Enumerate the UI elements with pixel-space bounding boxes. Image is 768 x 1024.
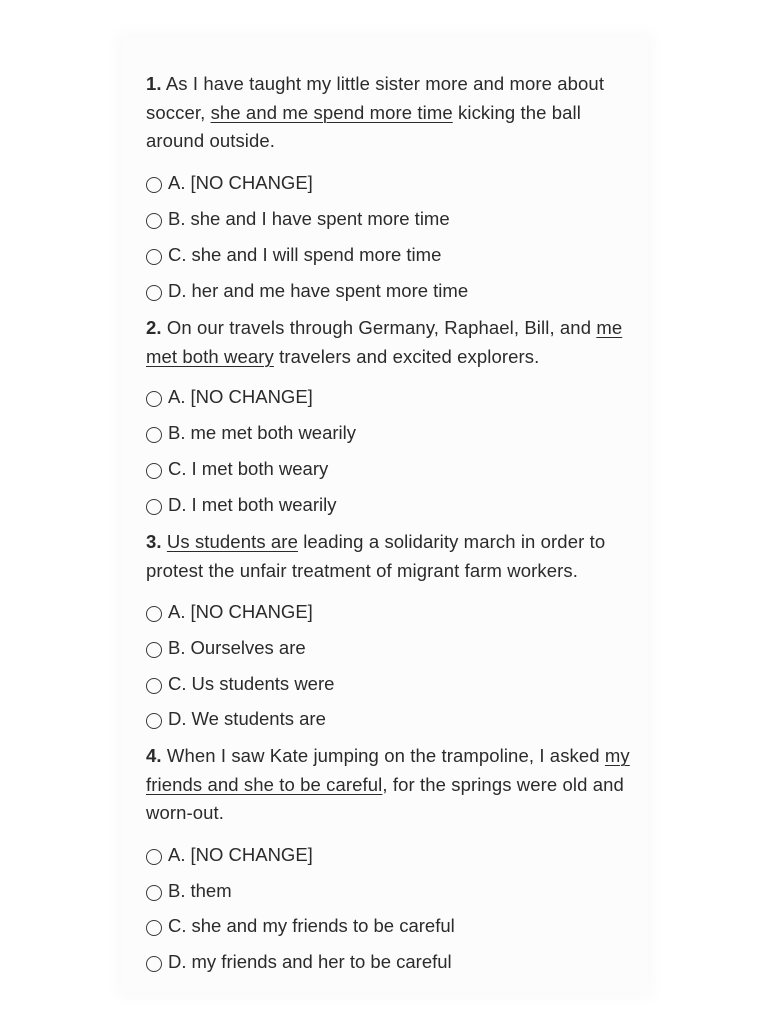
- option-label: [NO CHANGE]: [190, 844, 313, 865]
- radio-button[interactable]: [146, 606, 162, 622]
- option-letter: D.: [168, 951, 187, 972]
- stem-text: travelers and excited explorers.: [273, 345, 540, 367]
- option-letter: D.: [168, 494, 187, 515]
- option-2a[interactable]: [146, 385, 313, 409]
- radio-button[interactable]: [146, 249, 162, 265]
- option-3a[interactable]: [146, 600, 313, 624]
- option-1c[interactable]: [146, 243, 441, 267]
- option-4c[interactable]: [146, 914, 455, 938]
- option-letter: B.: [168, 880, 186, 901]
- question-number: 2.: [146, 317, 162, 338]
- question-stem: [146, 742, 636, 828]
- radio-button[interactable]: [146, 391, 162, 407]
- option-1a[interactable]: [146, 171, 313, 195]
- option-letter: A.: [168, 844, 186, 865]
- radio-button[interactable]: [146, 427, 162, 443]
- radio-button[interactable]: [146, 885, 162, 901]
- radio-button[interactable]: [146, 956, 162, 972]
- question-2: [146, 314, 636, 371]
- option-label: We students are: [191, 708, 326, 729]
- option-1d[interactable]: [146, 279, 468, 303]
- question-number: 3.: [146, 531, 162, 552]
- stem-text: kicking the ball around outside.: [146, 101, 581, 151]
- underlined-phrase: she and me spend more time: [210, 101, 453, 123]
- question-4: [146, 742, 636, 828]
- option-4d[interactable]: [146, 950, 452, 974]
- question-stem: [146, 70, 636, 156]
- radio-button[interactable]: [146, 213, 162, 229]
- option-label: my friends and her to be careful: [191, 951, 452, 972]
- option-label: me met both wearily: [190, 422, 357, 443]
- stem-text: , for the springs were old and worn-out.: [146, 773, 624, 823]
- stem-text: When I saw Kate jumping on the trampoline, I asked: [161, 745, 605, 766]
- option-label: I met both weary: [191, 458, 329, 479]
- radio-button[interactable]: [146, 463, 162, 479]
- option-letter: A.: [168, 172, 186, 193]
- option-3d[interactable]: [146, 707, 326, 731]
- option-label: she and I will spend more time: [191, 244, 442, 265]
- radio-button[interactable]: [146, 642, 162, 658]
- option-letter: A.: [168, 386, 186, 407]
- option-label: [NO CHANGE]: [190, 172, 313, 193]
- option-2d[interactable]: [146, 493, 336, 517]
- option-letter: A.: [168, 601, 186, 622]
- stem-text: As I have taught my little sister more and more about soccer,: [146, 73, 605, 123]
- question-number: 1.: [146, 73, 162, 94]
- option-2b[interactable]: [146, 421, 356, 445]
- option-letter: B.: [168, 208, 186, 229]
- question-stem: [146, 314, 636, 371]
- option-letter: C.: [168, 458, 187, 479]
- option-4a[interactable]: [146, 843, 313, 867]
- radio-button[interactable]: [146, 285, 162, 301]
- stem-text: On our travels through Germany, Raphael, Bill, and: [161, 317, 597, 338]
- option-label: she and my friends to be careful: [191, 915, 455, 936]
- option-label: her and me have spent more time: [191, 280, 469, 301]
- option-label: Ourselves are: [190, 637, 306, 658]
- stem-text: leading a solidarity march in order to protest the unfair treatment of migrant farm workers.: [146, 531, 606, 581]
- option-3c[interactable]: [146, 672, 334, 696]
- option-letter: C.: [168, 673, 187, 694]
- option-label: [NO CHANGE]: [190, 601, 313, 622]
- radio-button[interactable]: [146, 713, 162, 729]
- underlined-phrase: Us students are: [166, 531, 298, 552]
- question-1: [146, 70, 636, 156]
- radio-button[interactable]: [146, 849, 162, 865]
- option-letter: C.: [168, 915, 187, 936]
- question-number: 4.: [146, 745, 162, 766]
- radio-button[interactable]: [146, 177, 162, 193]
- option-label: I met both wearily: [191, 494, 337, 515]
- option-label: them: [190, 880, 232, 901]
- underlined-phrase: my friends and she to be careful: [146, 745, 630, 795]
- radio-button[interactable]: [146, 499, 162, 515]
- option-label: [NO CHANGE]: [190, 386, 313, 407]
- option-4b[interactable]: [146, 879, 232, 903]
- radio-button[interactable]: [146, 678, 162, 694]
- option-letter: C.: [168, 244, 187, 265]
- option-letter: D.: [168, 280, 187, 301]
- option-letter: B.: [168, 637, 186, 658]
- radio-button[interactable]: [146, 920, 162, 936]
- option-2c[interactable]: [146, 457, 328, 481]
- question-3: [146, 528, 636, 585]
- option-1b[interactable]: [146, 207, 450, 231]
- option-3b[interactable]: [146, 636, 306, 660]
- option-letter: D.: [168, 708, 187, 729]
- question-stem: [146, 528, 636, 585]
- option-letter: B.: [168, 422, 186, 443]
- option-label: Us students were: [191, 673, 335, 694]
- underlined-phrase: me met both weary: [146, 317, 623, 367]
- option-label: she and I have spent more time: [190, 208, 450, 229]
